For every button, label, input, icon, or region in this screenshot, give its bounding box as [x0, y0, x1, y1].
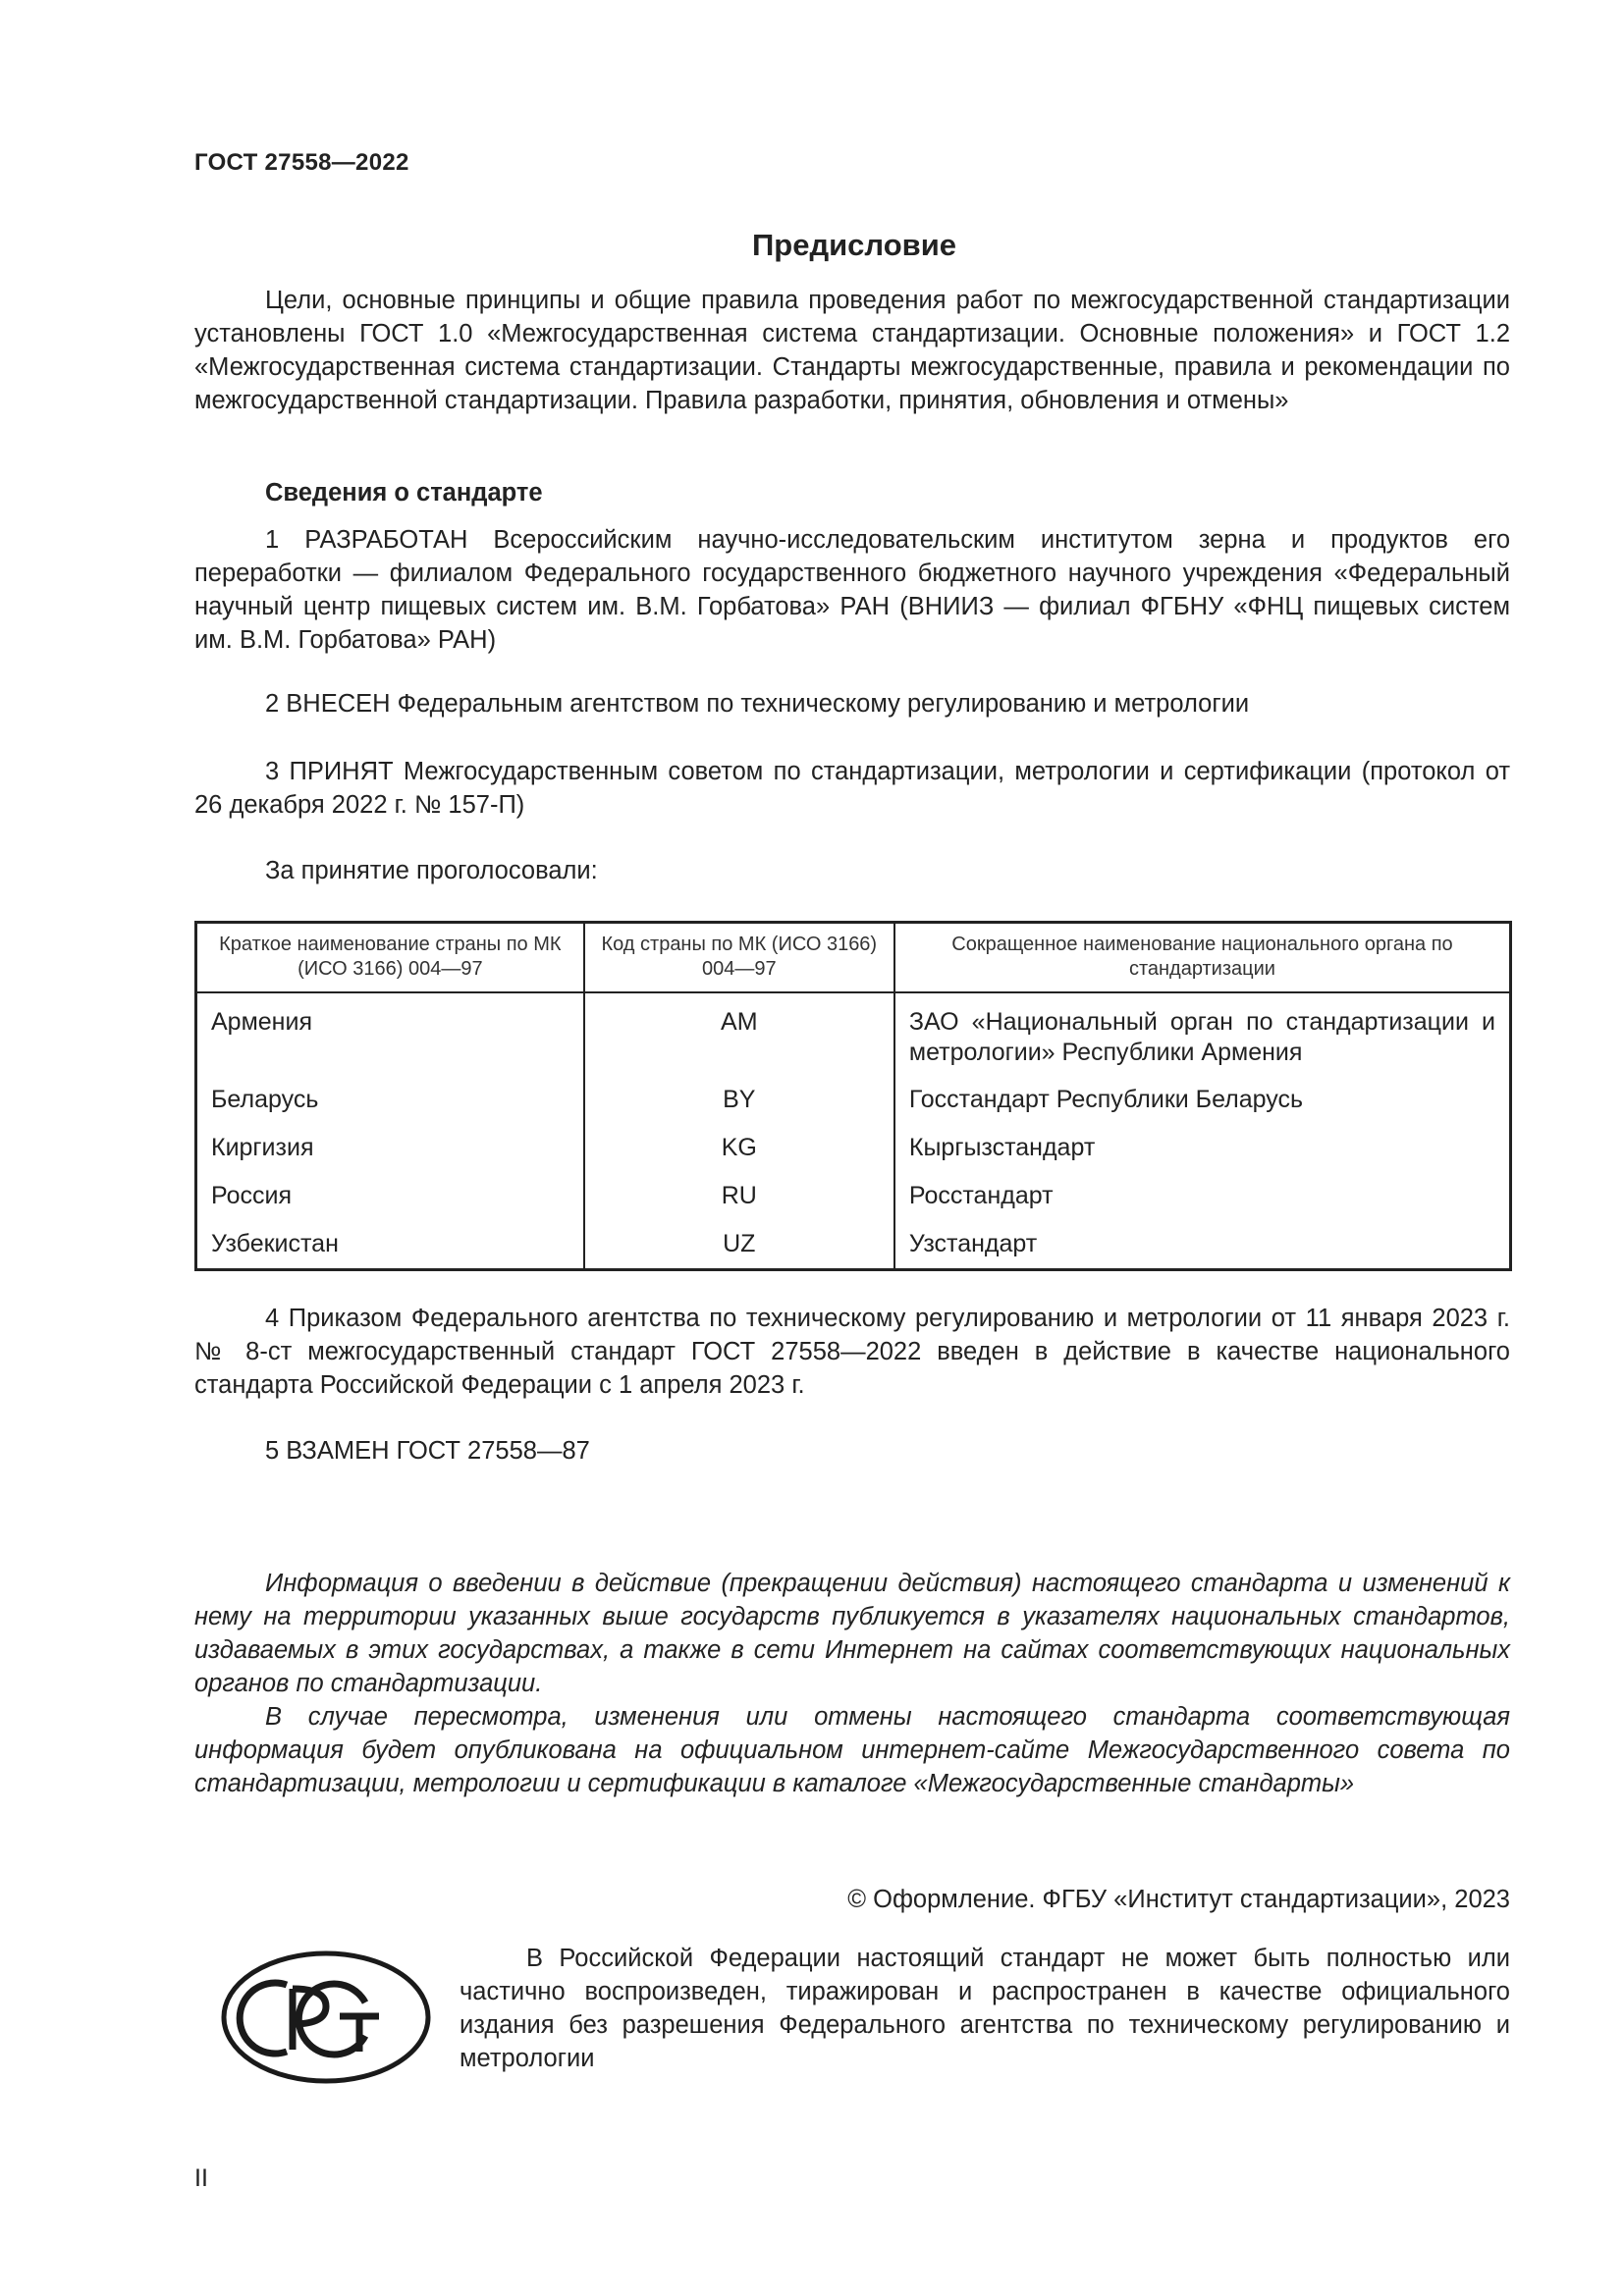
document-header: ГОСТ 27558—2022 [194, 149, 409, 176]
table-row [196, 1133, 1511, 1181]
code-cell: KG [584, 1133, 894, 1181]
body-cell: Узстандарт [894, 1229, 1511, 1270]
item-4-order: 4 Приказом Федерального агентства по техническому регулированию и метрологии от 11 января 2023 г. № 8-ст межгосударственный стандарт ГОСТ 27558—2022 введен в действие в качестве национального стандарта Российской Федерации с 1 апреля 2023 г. [194, 1305, 1510, 1399]
copyright-line: © Оформление. ФГБУ «Институт стандартизации», 2023 [847, 1886, 1510, 1913]
country-cell: Россия [196, 1181, 584, 1229]
country-cell: Узбекистан [196, 1229, 584, 1270]
code-cell: UZ [584, 1229, 894, 1270]
item-5-replaces: 5 ВЗАМЕН ГОСТ 27558—87 [265, 1437, 590, 1465]
country-cell: Армения [196, 992, 584, 1085]
column-header-country: Краткое наименование страны по МК (ИСО 3166) 004—97 [196, 923, 584, 993]
item-3-adopted: 3 ПРИНЯТ Межгосударственным советом по стандартизации, метрологии и сертификации (протокол от 26 декабря 2022 г. № 157-П) [194, 758, 1510, 819]
page-number: II [194, 2164, 208, 2192]
column-header-body: Сокращенное наименование национального органа по стандартизации [894, 923, 1511, 993]
intro-paragraph: Цели, основные принципы и общие правила проведения работ по межгосударственной стандартизации установлены ГОСТ 1.0 «Межгосударственная система стандартизации. Основные положения» и ГОСТ 1.2 «Межгосударственная система стандартизации. Стандарты межгосударственные, правила и рекомендации по межгосударственной стандартизации. Правила разработки, принятия, обновления и отмены» [194, 287, 1510, 414]
table-row [196, 1229, 1511, 1270]
column-header-code: Код страны по МК (ИСО 3166) 004—97 [584, 923, 894, 993]
table-row [196, 992, 1511, 1085]
item-2-submitted: 2 ВНЕСЕН Федеральным агентством по техническому регулированию и метрологии [265, 690, 1250, 718]
country-cell: Киргизия [196, 1133, 584, 1181]
body-cell: Росстандарт [894, 1181, 1511, 1229]
table-row [196, 1085, 1511, 1133]
info-heading: Сведения о стандарте [265, 479, 543, 507]
notice-paragraph-2: В случае пересмотра, изменения или отмены настоящего стандарта соответствующая информация будет опубликована на официальном интернет-сайте Межгосударственного совета по стандартизации, метрологии и сертификации в каталоге «Межгосударственные стандарты» [194, 1703, 1510, 1797]
body-cell: ЗАО «Национальный орган по стандартизации и метрологии» Республики Армения [894, 992, 1511, 1085]
notice-paragraph-1: Информация о введении в действие (прекращении действия) настоящего стандарта и изменений к нему на территории указанных выше государств публикуется в указателях национальных стандартов, издаваемых в этих государствах, а также в сети Интернет на сайтах соответствующих национальных органов по стандартизации. [194, 1570, 1510, 1697]
code-cell: BY [584, 1085, 894, 1133]
table-row [196, 1181, 1511, 1229]
code-cell: RU [584, 1181, 894, 1229]
rights-notice: В Российской Федерации настоящий стандарт не может быть полностью или частично воспроизведен, тиражирован и распространен в качестве официального издания без разрешения Федерального агентства по техническому регулированию и метрологии [460, 1945, 1510, 2072]
item-1-developed: 1 РАЗРАБОТАН Всероссийским научно-исследовательским институтом зерна и продуктов его переработки — филиалом Федерального государственного бюджетного научного учреждения «Федеральный научный центр пищевых систем им. В.М. Горбатова» РАН (ВНИИЗ — филиал ФГБНУ «ФНЦ пищевых систем им. В.М. Горбатова» РАН) [194, 526, 1510, 654]
table-header-row [196, 923, 1511, 993]
page-title: Предисловие [751, 228, 956, 262]
voting-table [194, 921, 1512, 1271]
voted-label: За принятие проголосовали: [265, 857, 598, 884]
body-cell: Кыргызстандарт [894, 1133, 1511, 1181]
body-cell: Госстандарт Республики Беларусь [894, 1085, 1511, 1133]
rst-logo [210, 1946, 446, 2093]
code-cell: AM [584, 992, 894, 1085]
country-cell: Беларусь [196, 1085, 584, 1133]
